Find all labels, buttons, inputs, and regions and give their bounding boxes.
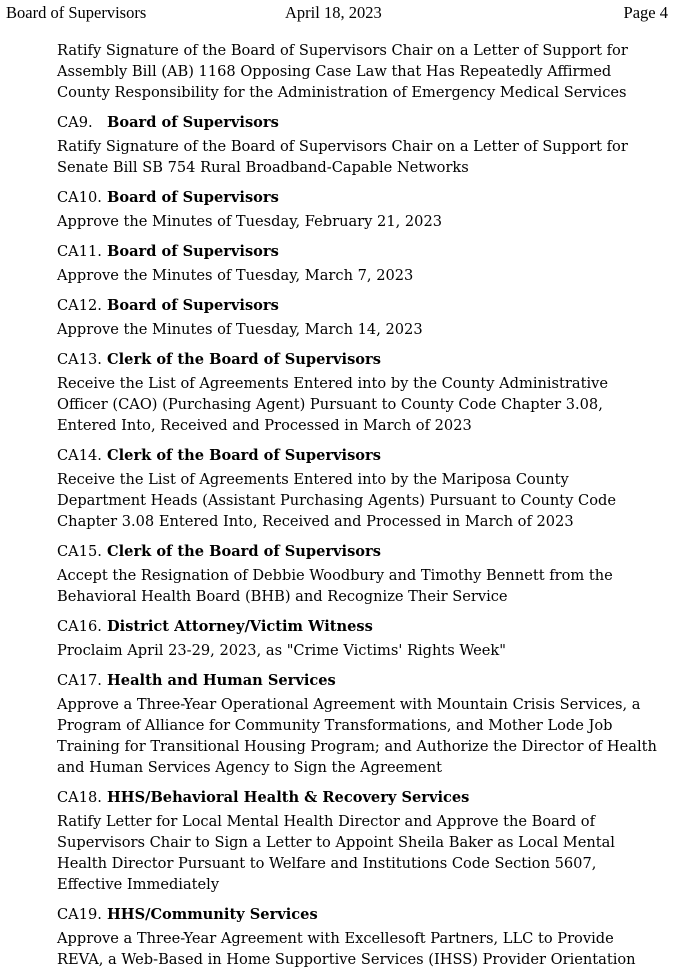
- description-line: Receive the List of Agreements Entered into by the Mariposa County: [57, 471, 569, 488]
- item-code: CA19.: [57, 906, 102, 923]
- description-line: Health Director Pursuant to Welfare and Institutions Code Section 5607,: [57, 855, 597, 872]
- description-line: Effective Immediately: [57, 876, 220, 893]
- description-line: Accept the Resignation of Debbie Woodbury and Timothy Bennett from the: [57, 567, 613, 584]
- item-code: CA12.: [57, 297, 102, 314]
- description-line: Entered Into, Received and Processed in March of 2023: [57, 417, 472, 434]
- description-line: Approve the Minutes of Tuesday, March 7, 2023: [57, 267, 414, 284]
- header-date: April 18, 2023: [285, 3, 382, 22]
- item-department: District Attorney/Victim Witness: [107, 618, 373, 635]
- description-line: Approve the Minutes of Tuesday, February 21, 2023: [57, 213, 443, 230]
- page-header: [6, 3, 668, 25]
- item-title: [57, 670, 667, 691]
- item-department: HHS/Community Services: [107, 906, 318, 923]
- item-title: [57, 904, 667, 925]
- item-title: [57, 349, 667, 370]
- item-department: Clerk of the Board of Supervisors: [107, 543, 381, 560]
- description-line: Officer (CAO) (Purchasing Agent) Pursuant to County Code Chapter 3.08,: [57, 396, 603, 413]
- description-line: Ratify Signature of the Board of Supervisors Chair on a Letter of Support for: [57, 138, 628, 155]
- item-department: Board of Supervisors: [107, 114, 279, 131]
- agenda-item-ca11: [57, 241, 667, 286]
- item-department: Clerk of the Board of Supervisors: [107, 447, 381, 464]
- agenda-item-ca17: [57, 670, 667, 778]
- item-code: CA13.: [57, 351, 102, 368]
- item-code: CA18.: [57, 789, 102, 806]
- description-line: Ratify Letter for Local Mental Health Director and Approve the Board of: [57, 813, 595, 830]
- description-line: Approve a Three-Year Operational Agreement with Mountain Crisis Services, a: [57, 696, 641, 713]
- item-title: [57, 295, 667, 316]
- description-line: Assembly Bill (AB) 1168 Opposing Case Law that Has Repeatedly Affirmed: [57, 63, 612, 80]
- agenda-item-ca15: [57, 541, 667, 607]
- item-title: [57, 187, 667, 208]
- agenda-item-ca18: [57, 787, 667, 895]
- header-page-number: Page 4: [623, 3, 668, 22]
- item-code: CA16.: [57, 618, 102, 635]
- description-line: Approve a Three-Year Agreement with Excellesoft Partners, LLC to Provide: [57, 930, 614, 947]
- item-code: CA15.: [57, 543, 102, 560]
- item-department: Board of Supervisors: [107, 297, 279, 314]
- item-title: [57, 112, 667, 133]
- item-code: CA10.: [57, 189, 102, 206]
- item-code: CA14.: [57, 447, 102, 464]
- item-department: Board of Supervisors: [107, 243, 279, 260]
- description-line: Proclaim April 23-29, 2023, as "Crime Victims' Rights Week": [57, 642, 506, 659]
- description-line: Supervisors Chair to Sign a Letter to Appoint Sheila Baker as Local Mental: [57, 834, 615, 851]
- item-department: Board of Supervisors: [107, 189, 279, 206]
- description-line: Department Heads (Assistant Purchasing Agents) Pursuant to County Code: [57, 492, 616, 509]
- agenda-item-ca12: [57, 295, 667, 340]
- description-line: Program of Alliance for Community Transformations, and Mother Lode Job: [57, 717, 613, 734]
- agenda-item-ca9: [57, 112, 667, 178]
- description-line: Chapter 3.08 Entered Into, Received and Processed in March of 2023: [57, 513, 574, 530]
- description-line: Approve the Minutes of Tuesday, March 14, 2023: [57, 321, 423, 338]
- item-department: HHS/Behavioral Health & Recovery Services: [107, 789, 470, 806]
- agenda-content: [57, 40, 667, 970]
- item-code: CA9.: [57, 114, 93, 131]
- description-line: and Human Services Agency to Sign the Agreement: [57, 759, 442, 776]
- agenda-item-ca16: [57, 616, 667, 661]
- description-line: Senate Bill SB 754 Rural Broadband-Capable Networks: [57, 159, 469, 176]
- item-title: [57, 541, 667, 562]
- item-title: [57, 445, 667, 466]
- description-line: County Responsibility for the Administration of Emergency Medical Services: [57, 84, 627, 101]
- description-line: REVA, a Web-Based in Home Supportive Services (IHSS) Provider Orientation: [57, 951, 636, 968]
- item-title: [57, 616, 667, 637]
- header-body-name: Board of Supervisors: [6, 3, 147, 22]
- description-line: Receive the List of Agreements Entered into by the County Administrative: [57, 375, 608, 392]
- description-line: Ratify Signature of the Board of Supervisors Chair on a Letter of Support for: [57, 42, 628, 59]
- item-department: Clerk of the Board of Supervisors: [107, 351, 381, 368]
- description-line: Training for Transitional Housing Program; and Authorize the Director of Health: [57, 738, 657, 755]
- item-title: [57, 787, 667, 808]
- agenda-item-ca13: [57, 349, 667, 436]
- agenda-item-ca19: [57, 904, 667, 970]
- intro-item-description: [57, 40, 667, 103]
- description-line: Behavioral Health Board (BHB) and Recognize Their Service: [57, 588, 508, 605]
- item-code: CA17.: [57, 672, 102, 689]
- item-title: [57, 241, 667, 262]
- item-code: CA11.: [57, 243, 102, 260]
- item-department: Health and Human Services: [107, 672, 336, 689]
- agenda-item-ca14: [57, 445, 667, 532]
- agenda-item-ca10: [57, 187, 667, 232]
